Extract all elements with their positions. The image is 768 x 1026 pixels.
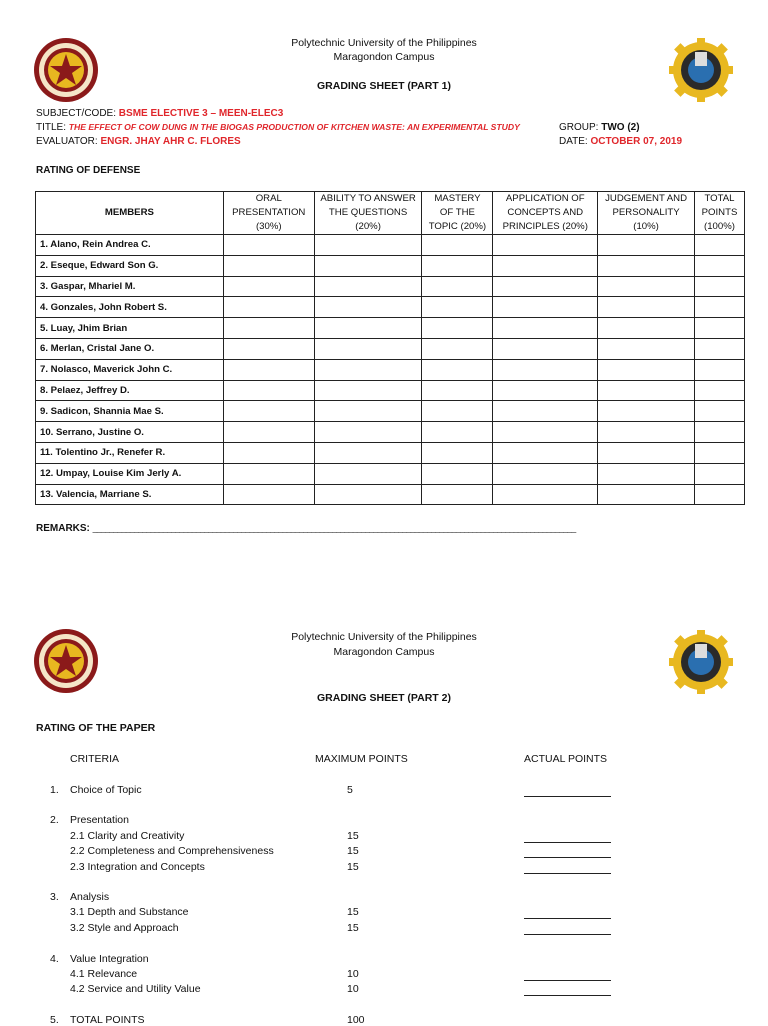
- total-cell[interactable]: [695, 442, 745, 463]
- score-cell[interactable]: [223, 422, 314, 443]
- member-name: 5. Luay, Jhim Brian: [36, 318, 224, 339]
- member-name: 13. Valencia, Marriane S.: [36, 484, 224, 505]
- max-points: 10: [347, 968, 359, 980]
- score-cell[interactable]: [314, 276, 422, 297]
- table-row: [36, 401, 745, 422]
- col-application: APPLICATION OF CONCEPTS AND PRINCIPLES (20%): [493, 192, 598, 235]
- campus-name: Maragondon Campus: [333, 646, 435, 658]
- total-cell[interactable]: [695, 422, 745, 443]
- criterion-label: TOTAL POINTS: [70, 1014, 145, 1026]
- score-cell[interactable]: [314, 255, 422, 276]
- member-name: 1. Alano, Rein Andrea C.: [36, 235, 224, 256]
- score-cell[interactable]: [422, 338, 493, 359]
- score-cell[interactable]: [493, 318, 598, 339]
- col-judgement: JUDGEMENT AND PERSONALITY (10%): [598, 192, 695, 235]
- score-cell[interactable]: [493, 276, 598, 297]
- col-oral: ORAL PRESENTATION (30%): [223, 192, 314, 235]
- actual-points-blank[interactable]: [524, 918, 611, 919]
- rating-of-defense-heading: RATING OF DEFENSE: [36, 165, 141, 176]
- score-cell[interactable]: [422, 297, 493, 318]
- score-cell[interactable]: [223, 380, 314, 401]
- criterion-number: 5.: [50, 1014, 59, 1026]
- score-cell[interactable]: [223, 484, 314, 505]
- remarks-line[interactable]: _____________________________________________________________________________________________________________________: [92, 523, 576, 533]
- score-cell[interactable]: [598, 255, 695, 276]
- score-cell[interactable]: [314, 359, 422, 380]
- table-row: [36, 235, 745, 256]
- score-cell[interactable]: [422, 235, 493, 256]
- actual-points-blank[interactable]: [524, 842, 611, 843]
- total-cell[interactable]: [695, 463, 745, 484]
- table-row: [36, 359, 745, 380]
- score-cell[interactable]: [598, 297, 695, 318]
- table-row: [36, 380, 745, 401]
- score-cell[interactable]: [598, 484, 695, 505]
- actual-points-blank[interactable]: [524, 873, 611, 874]
- member-name: 7. Nolasco, Maverick John C.: [36, 359, 224, 380]
- score-cell[interactable]: [223, 338, 314, 359]
- table-row: [36, 442, 745, 463]
- subject-value: BSME ELECTIVE 3 – MEEN-ELEC3: [118, 108, 284, 119]
- evaluator-label: EVALUATOR:: [36, 136, 98, 147]
- max-points: 15: [347, 861, 359, 873]
- score-cell[interactable]: [314, 463, 422, 484]
- total-cell[interactable]: [695, 297, 745, 318]
- title-value: THE EFFECT OF COW DUNG IN THE BIOGAS PRODUCTION OF KITCHEN WASTE: AN EXPERIMENTAL STUDY: [68, 122, 520, 132]
- member-name: 2. Eseque, Edward Son G.: [36, 255, 224, 276]
- title-label: TITLE:: [36, 122, 67, 133]
- table-row: [36, 338, 745, 359]
- score-cell[interactable]: [493, 297, 598, 318]
- member-name: 9. Sadicon, Shannia Mae S.: [36, 401, 224, 422]
- score-cell[interactable]: [493, 442, 598, 463]
- campus-name: Maragondon Campus: [333, 51, 435, 63]
- score-cell[interactable]: [314, 338, 422, 359]
- score-cell[interactable]: [598, 359, 695, 380]
- sub-criterion-label: 4.1 Relevance: [70, 968, 138, 980]
- max-points: 15: [347, 922, 359, 934]
- score-cell[interactable]: [598, 235, 695, 256]
- col-max-points: MAXIMUM POINTS: [315, 753, 408, 765]
- score-cell[interactable]: [598, 380, 695, 401]
- group-value: TWO (2): [601, 122, 640, 133]
- col-total: TOTAL POINTS (100%): [695, 192, 745, 235]
- ipsme-gear-logo: [667, 628, 735, 696]
- total-cell[interactable]: [695, 255, 745, 276]
- actual-points-blank[interactable]: [524, 796, 611, 797]
- total-cell[interactable]: [695, 235, 745, 256]
- criterion-number: 3.: [50, 891, 59, 903]
- criterion-label: Analysis: [70, 891, 110, 903]
- col-actual-points: ACTUAL POINTS: [524, 753, 608, 765]
- date-label: DATE:: [559, 136, 588, 147]
- score-cell[interactable]: [223, 359, 314, 380]
- table-row: [36, 276, 745, 297]
- max-points: 15: [347, 830, 359, 842]
- score-cell[interactable]: [223, 318, 314, 339]
- total-cell[interactable]: [695, 380, 745, 401]
- table-row: [36, 297, 745, 318]
- rating-table: [35, 191, 745, 505]
- total-cell[interactable]: [695, 276, 745, 297]
- score-cell[interactable]: [314, 235, 422, 256]
- score-cell[interactable]: [314, 401, 422, 422]
- score-cell[interactable]: [422, 255, 493, 276]
- score-cell[interactable]: [223, 276, 314, 297]
- score-cell[interactable]: [493, 255, 598, 276]
- member-name: 4. Gonzales, John Robert S.: [36, 297, 224, 318]
- total-cell[interactable]: [695, 484, 745, 505]
- score-cell[interactable]: [493, 338, 598, 359]
- university-name: Polytechnic University of the Philippines: [291, 37, 477, 49]
- max-points: 15: [347, 906, 359, 918]
- sub-criterion-label: 2.2 Completeness and Comprehensiveness: [70, 845, 274, 857]
- total-cell[interactable]: [695, 401, 745, 422]
- score-cell[interactable]: [223, 401, 314, 422]
- score-cell[interactable]: [223, 235, 314, 256]
- score-cell[interactable]: [422, 422, 493, 443]
- score-cell[interactable]: [493, 380, 598, 401]
- score-cell[interactable]: [223, 255, 314, 276]
- score-cell[interactable]: [314, 422, 422, 443]
- score-cell[interactable]: [223, 442, 314, 463]
- score-cell[interactable]: [493, 484, 598, 505]
- score-cell[interactable]: [422, 318, 493, 339]
- criterion-label: Choice of Topic: [70, 784, 142, 796]
- sub-criterion-label: 3.1 Depth and Substance: [70, 906, 189, 918]
- score-cell[interactable]: [422, 359, 493, 380]
- ipsme-gear-logo: [667, 36, 735, 104]
- score-cell[interactable]: [493, 401, 598, 422]
- score-cell[interactable]: [223, 297, 314, 318]
- score-cell[interactable]: [422, 401, 493, 422]
- actual-points-blank[interactable]: [524, 995, 611, 996]
- total-cell[interactable]: [695, 338, 745, 359]
- score-cell[interactable]: [314, 297, 422, 318]
- score-cell[interactable]: [598, 338, 695, 359]
- score-cell[interactable]: [314, 442, 422, 463]
- member-name: 3. Gaspar, Mhariel M.: [36, 276, 224, 297]
- col-mastery: MASTERY OF THE TOPIC (20%): [422, 192, 493, 235]
- score-cell[interactable]: [598, 422, 695, 443]
- col-members: MEMBERS: [36, 192, 224, 235]
- table-row: [36, 422, 745, 443]
- score-cell[interactable]: [422, 380, 493, 401]
- criterion-label: Presentation: [70, 814, 129, 826]
- max-points: 100: [347, 1014, 365, 1026]
- score-cell[interactable]: [493, 422, 598, 443]
- evaluator-value: ENGR. JHAY AHR C. FLORES: [100, 136, 241, 147]
- score-cell[interactable]: [422, 484, 493, 505]
- actual-points-blank[interactable]: [524, 857, 611, 858]
- criterion-label: Value Integration: [70, 953, 149, 965]
- total-cell[interactable]: [695, 318, 745, 339]
- score-cell[interactable]: [598, 318, 695, 339]
- part2-heading: GRADING SHEET (PART 2): [317, 692, 451, 704]
- rating-of-paper-heading: RATING OF THE PAPER: [36, 722, 156, 734]
- score-cell[interactable]: [422, 463, 493, 484]
- date-value: OCTOBER 07, 2019: [590, 136, 683, 147]
- total-cell[interactable]: [695, 359, 745, 380]
- actual-points-blank[interactable]: [524, 934, 611, 935]
- member-name: 6. Merlan, Cristal Jane O.: [36, 338, 224, 359]
- col-ability: ABILITY TO ANSWER THE QUESTIONS (20%): [314, 192, 422, 235]
- member-name: 8. Pelaez, Jeffrey D.: [36, 380, 224, 401]
- table-row: [36, 463, 745, 484]
- subject-label: SUBJECT/CODE:: [36, 108, 117, 119]
- member-name: 12. Umpay, Louise Kim Jerly A.: [36, 463, 224, 484]
- table-row: [36, 484, 745, 505]
- sub-criterion-label: 2.3 Integration and Concepts: [70, 861, 205, 873]
- score-cell[interactable]: [314, 380, 422, 401]
- table-row: [36, 318, 745, 339]
- max-points: 15: [347, 845, 359, 857]
- score-cell[interactable]: [422, 276, 493, 297]
- score-cell[interactable]: [493, 359, 598, 380]
- remarks-label: REMARKS:: [36, 523, 90, 534]
- university-name: Polytechnic University of the Philippines: [291, 631, 477, 643]
- score-cell[interactable]: [314, 318, 422, 339]
- criterion-number: 1.: [50, 784, 59, 796]
- max-points: 5: [347, 784, 353, 796]
- criterion-number: 2.: [50, 814, 59, 826]
- score-cell[interactable]: [598, 276, 695, 297]
- member-name: 11. Tolentino Jr., Renefer R.: [36, 442, 224, 463]
- actual-points-blank[interactable]: [524, 980, 611, 981]
- score-cell[interactable]: [493, 235, 598, 256]
- part1-heading: GRADING SHEET (PART 1): [317, 80, 451, 92]
- sub-criterion-label: 4.2 Service and Utility Value: [70, 983, 201, 995]
- score-cell[interactable]: [314, 484, 422, 505]
- max-points: 10: [347, 983, 359, 995]
- criterion-number: 4.: [50, 953, 59, 965]
- table-row: [36, 255, 745, 276]
- sub-criterion-label: 2.1 Clarity and Creativity: [70, 830, 185, 842]
- score-cell[interactable]: [422, 442, 493, 463]
- sub-criterion-label: 3.2 Style and Approach: [70, 922, 179, 934]
- score-cell[interactable]: [493, 463, 598, 484]
- score-cell[interactable]: [598, 442, 695, 463]
- score-cell[interactable]: [598, 463, 695, 484]
- table-header-row: [36, 192, 745, 235]
- col-criteria: CRITERIA: [70, 753, 120, 765]
- group-label: GROUP:: [559, 122, 599, 133]
- member-name: 10. Serrano, Justine O.: [36, 422, 224, 443]
- score-cell[interactable]: [223, 463, 314, 484]
- score-cell[interactable]: [598, 401, 695, 422]
